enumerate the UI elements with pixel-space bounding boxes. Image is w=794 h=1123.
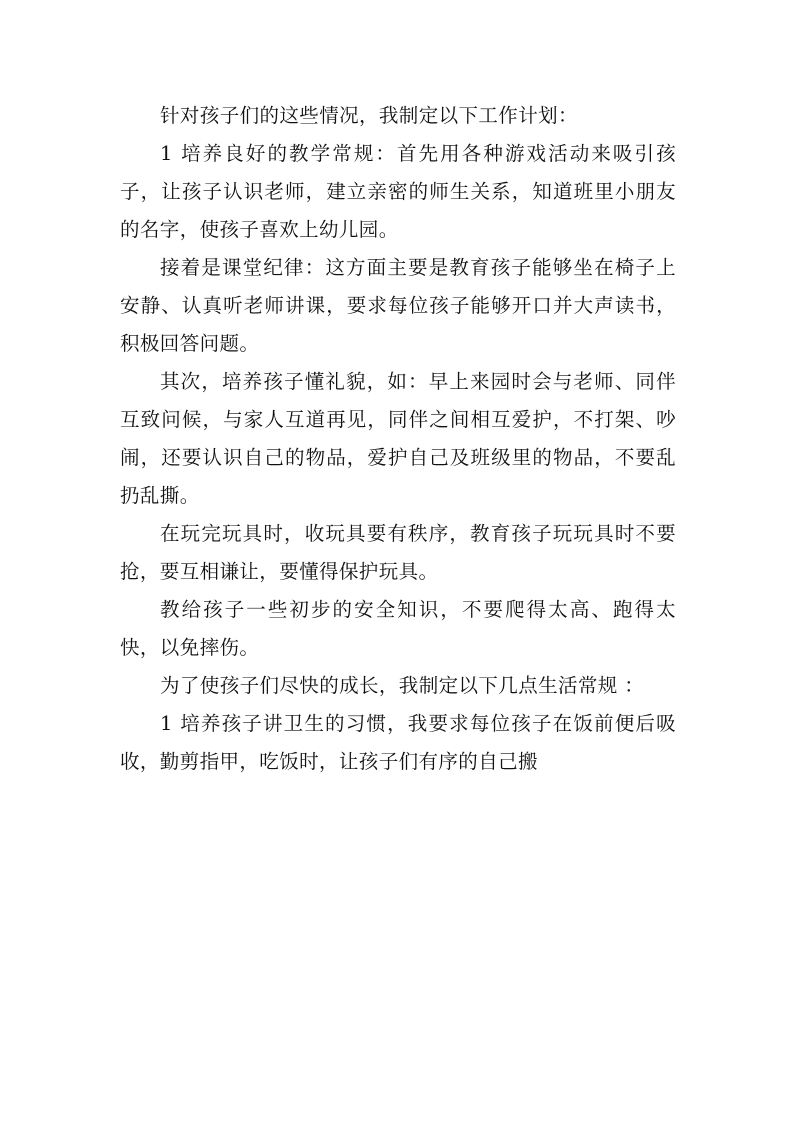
- paragraph-life-routine-intro: 为了使孩子们尽快的成长，我制定以下几点生活常规 ：: [160, 674, 645, 697]
- paragraph-work-plan-intro: 针对孩子们的这些情况，我制定以下工作计划：: [160, 104, 578, 127]
- paragraph-toys: 在玩完玩具时，收玩具要有秩序，教育孩子玩玩具时不要抢，要互相谦让，要懂得保护玩具。: [120, 522, 676, 583]
- paragraph-teaching-routine: 1 培养良好的教学常规：首先用各种游戏活动来吸引孩子，让孩子认识老师，建立亲密的师生关系，知道班里小朋友的名字，使孩子喜欢上幼儿园。: [120, 142, 676, 241]
- paragraph-classroom-discipline: 接着是课堂纪律：这方面主要是教育孩子能够坐在椅子上安静、认真听老师讲课，要求每位孩子能够开口并大声读书，积极回答问题。: [120, 256, 676, 355]
- document-body: [120, 97, 676, 781]
- paragraph-politeness: 其次，培养孩子懂礼貌，如：早上来园时会与老师、同伴互致问候，与家人互道再见，同伴之间相互爱护，不打架、吵闹，还要认识自己的物品，爱护自己及班级里的物品，不要乱扔乱撕。: [120, 370, 676, 507]
- paragraph-hygiene: 1 培养孩子讲卫生的习惯，我要求每位孩子在饭前便后吸收，勤剪指甲，吃饭时，让孩子们有序的自己搬: [120, 712, 676, 773]
- paragraph-safety: 教给孩子一些初步的安全知识，不要爬得太高、跑得太快，以免摔伤。: [120, 598, 676, 659]
